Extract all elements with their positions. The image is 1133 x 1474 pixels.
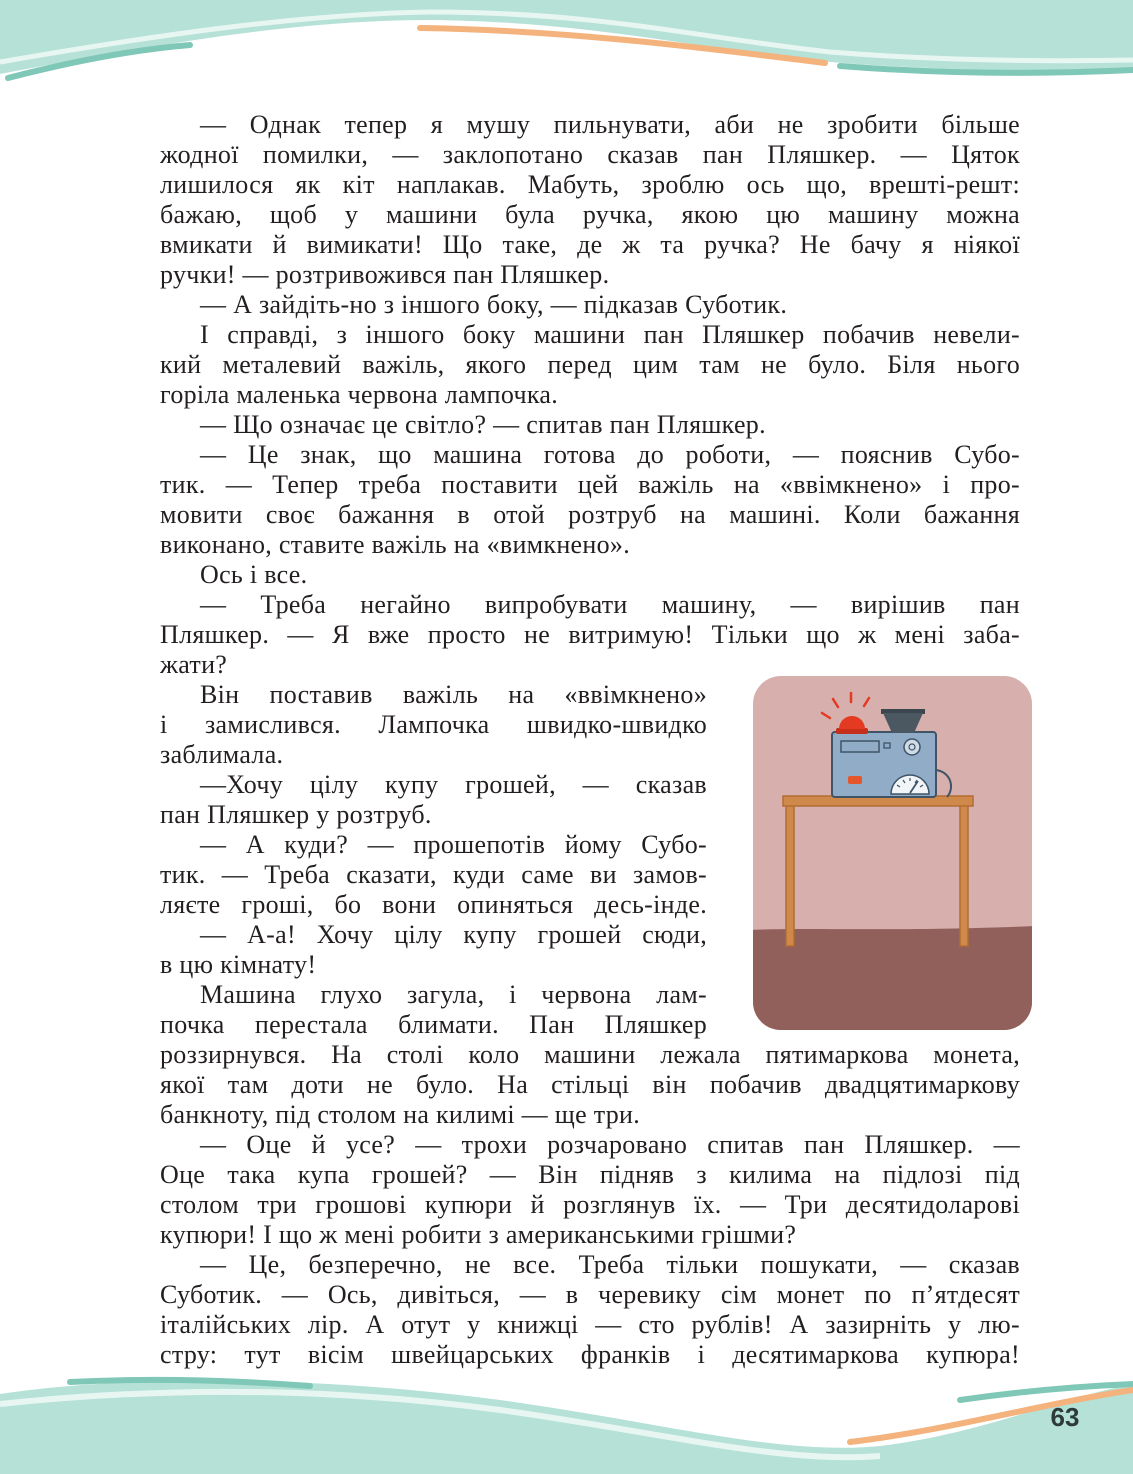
text-line: купюри! І що ж мені робити з американськими грішми?	[160, 1220, 797, 1249]
text-line: —Хочу цілу купу грошей, — сказав	[200, 770, 707, 799]
text-line: мовити своє бажання в отой розтруб на машині. Коли бажання	[160, 500, 1020, 529]
orange-button	[848, 776, 862, 784]
text-line: якої там доти не було. На стільці він побачив двадцятимаркову	[160, 1070, 1020, 1099]
text-line: — Оце й усе? — трохи розчаровано спитав пан Пляшкер. —	[200, 1130, 1020, 1159]
text-line: ляєте гроші, бо вони опиняться десь-інде.	[160, 890, 707, 919]
text-line: бажаю, щоб у машини була ручка, якою цю машину можна	[160, 200, 1020, 229]
text-line: ручки! — розтривожився пан Пляшкер.	[160, 260, 610, 289]
text-line: І справді, з іншого боку машини пан Пляшкер побачив невели-	[200, 320, 1020, 349]
text-line: Оце така купа грошей? — Він підняв з килима на підлозі під	[160, 1160, 1020, 1189]
text-line: вмикати й вимикати! Що таке, де ж та ручка? Не бачу я ніякої	[160, 230, 1020, 259]
text-line: роззирнувся. На столі коло машини лежала пятимаркова монета,	[160, 1040, 1020, 1069]
text-line: пан Пляшкер у розтруб.	[160, 800, 432, 829]
text-line: жати?	[160, 650, 228, 679]
paragraph	[160, 590, 1020, 680]
text-line: — Це знак, що машина готова до роботи, — пояснив Субо-	[200, 440, 1020, 469]
paragraph	[160, 440, 1020, 560]
text-line: тик. — Треба сказати, куди саме ви замов-	[160, 860, 707, 889]
text-line: почка перестала блимати. Пан Пляшкер	[160, 1010, 707, 1039]
paragraph	[160, 110, 1020, 290]
text-line: горіла маленька червона лампочка.	[160, 380, 558, 409]
page-number: 63	[1050, 1402, 1080, 1432]
text-line: — Це, безперечно, не все. Треба тільки пошукати, — сказав	[200, 1250, 1020, 1279]
paragraph	[160, 290, 1020, 320]
text-line: стру: тут вісім швейцарських франків і десятимаркова купюра!	[160, 1340, 1020, 1369]
bottom-wave-decoration	[0, 1364, 1133, 1474]
text-line: лишилося як кіт наплакав. Мабуть, зроблю ось що, врешті-решт:	[160, 170, 1020, 199]
paragraph	[160, 410, 1020, 440]
text-line: — А зайдіть-но з іншого боку, — підказав Суботик.	[200, 290, 788, 319]
text-line: — А-а! Хочу цілу купу грошей сюди,	[200, 920, 707, 949]
text-line: — Що означає це світло? — спитав пан Пляшкер.	[200, 410, 766, 439]
text-line: і замислився. Лампочка швидко-швидко	[160, 710, 707, 739]
table-leg-right	[960, 804, 968, 946]
text-line: — Треба негайно випробувати машину, — вирішив пан	[200, 590, 1020, 619]
paragraph	[160, 560, 1020, 590]
text-line: жодної помилки, — заклопотано сказав пан Пляшкер. — Цяток	[160, 140, 1020, 169]
text-line: Він поставив важіль на «ввімкнено»	[200, 680, 707, 709]
text-line: — А куди? — прошепотів йому Субо-	[200, 830, 707, 859]
paragraph	[160, 320, 1020, 410]
text-line: заблимала.	[160, 740, 284, 769]
paragraph	[160, 1250, 1020, 1370]
text-line: в цю кімнату!	[160, 950, 317, 979]
text-line: кий металевий важіль, якого перед цим там не було. Біля нього	[160, 350, 1020, 379]
text-line: виконано, ставите важіль на «вимкнено».	[160, 530, 631, 559]
paragraph	[160, 1130, 1020, 1250]
text-line: тик. — Тепер треба поставити цей важіль на «ввімкнено» і про-	[160, 470, 1020, 499]
text-line: — Однак тепер я мушу пильнувати, аби не зробити більше	[200, 110, 1020, 139]
text-line: Машина глухо загула, і червона лам-	[200, 980, 707, 1009]
machine-illustration	[750, 672, 1035, 1034]
text-line: Суботик. — Ось, дивіться, — в черевику сім монет по п’ятдесят	[160, 1280, 1020, 1309]
text-line: банкноту, під столом на килимі — ще три.	[160, 1100, 641, 1129]
table-leg-left	[786, 804, 794, 946]
knob-icon	[904, 739, 920, 755]
text-line: італійських лір. А отут у книжці — сто рублів! А зазирніть у лю-	[160, 1310, 1020, 1339]
text-line: Пляшкер. — Я вже просто не витримую! Тільки що ж мені заба-	[160, 620, 1020, 649]
text-line: Ось і все.	[200, 560, 308, 589]
text-line: столом три грошові купюри й розглянув їх. — Три десятидоларові	[160, 1190, 1020, 1219]
top-wave-decoration	[0, 0, 1133, 90]
